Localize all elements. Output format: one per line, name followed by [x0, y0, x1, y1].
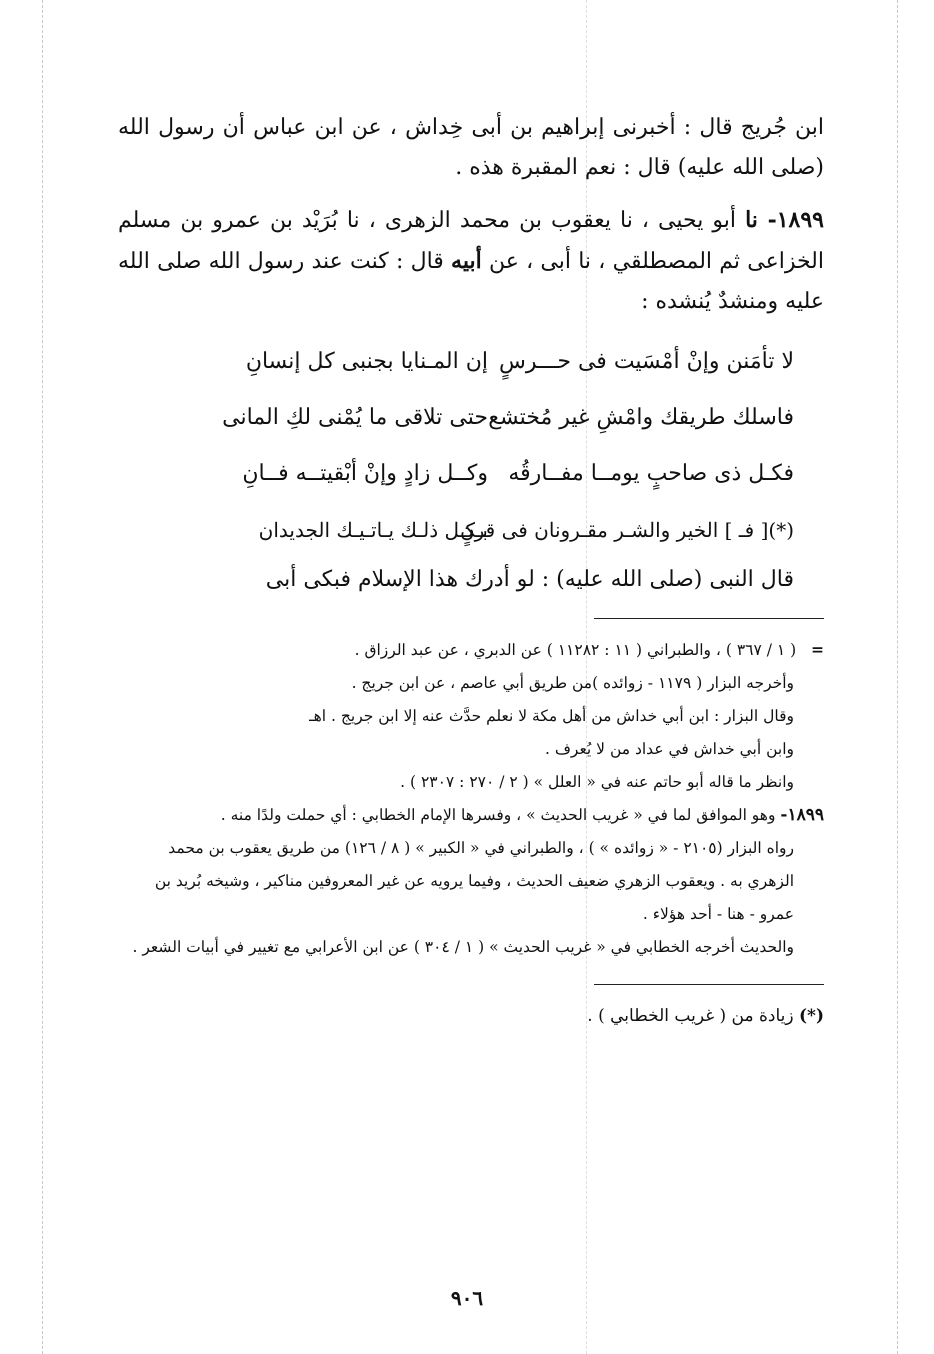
- footnote-line: وابن أبي خداش في عداد من لا يُعرف .: [544, 740, 794, 758]
- poem-verses: [118, 334, 824, 558]
- footnote-line: والحديث أخرجه الخطابي في « غريب الحديث » ( ١ / ٣٠٤ ) عن ابن الأعرابي مع تغيير في أبيات الشعر .: [132, 938, 794, 956]
- verse-second-hemistich: حتى تلاقى ما يُمْنى لكِ المانى: [222, 405, 488, 430]
- hadith-bold-word: أبيه: [451, 248, 482, 274]
- star-note-text: زيادة من ( غريب الخطابي ) .: [587, 1006, 800, 1026]
- verse-line: [118, 390, 794, 446]
- verse-line: [118, 502, 794, 558]
- after-verses-line: قال النبى (صلى الله عليه) : لو أدرك هذا الإسلام فبكى أبى: [265, 567, 794, 592]
- verse-first-hemistich: فاسلك طريقك وامْشِ غير مُختشع: [488, 405, 794, 430]
- verse-line: [118, 446, 794, 502]
- paragraph-ibn-jurayj: ابن جُريج قال : أخبرنى إبراهيم بن أبى خِداش ، عن ابن عباس أن رسول الله (صلى الله عليه) قال : نعم المقبرة هذه .: [118, 115, 824, 180]
- footnote-1899: [118, 799, 824, 832]
- page-number: ٩٠٦: [450, 1286, 484, 1310]
- hadith-number: ١٨٩٩- نا: [745, 207, 824, 233]
- verse-second-hemistich: بـكـل ذلـك يـاتـيـك الجديدان: [258, 518, 488, 542]
- star-note: [118, 1001, 824, 1031]
- continuation-marker: =: [811, 640, 824, 659]
- verse-first-hemistich: (*)[ فـ ] الخير والشـر مقـرونان فى قرنٍ: [459, 518, 794, 542]
- verse-second-hemistich: إن المـنايا بجنبى كل إنسانِ: [245, 349, 488, 374]
- footnotes: [118, 633, 824, 964]
- footnote-line: وقال البزار : ابن أبي خداش من أهل مكة لا نعلم حدَّث عنه إلا ابن جريج . اهـ: [309, 707, 794, 725]
- page-body: [118, 108, 824, 1031]
- verse-second-hemistich: وكــل زادٍ وإنْ أبْقيتــه فــانِ: [242, 461, 488, 486]
- footnote-line: وانظر ما قاله أبو حاتم عنه في « العلل » ( ٢ / ٢٧٠ : ٢٣٠٧ ) .: [400, 773, 794, 791]
- hadith-1899-paragraph: [118, 200, 824, 322]
- footnote-line: رواه البزار (٢١٠٥ - « زوائده » ) ، والطبراني في « الكبير » ( ٨ / ١٢٦) من طريق يعقوب بن محمد الزهري به . ويعقوب الزهري ضعيف الحديث ، وفيما يرويه عن غير المعروفين مناكير ، وشيخه بُريد بن عمرو - هنا - أحد هؤلاء .: [154, 839, 794, 923]
- footnote-separator: [594, 618, 824, 619]
- footnote-text: وهو الموافق لما في « غريب الحديث » ، وفسرها الإمام الخطابي : أي حملت ولدًا منه .: [220, 806, 781, 824]
- verse-line: [118, 334, 794, 390]
- footnote-line: [118, 633, 824, 667]
- verse-first-hemistich: فكـل ذى صاحبٍ يومــا مفــارقُه: [508, 461, 794, 486]
- footnote-line: وأخرجه البزار ( ١١٧٩ - زوائده )من طريق أبي عاصم ، عن ابن جريج .: [351, 674, 794, 692]
- verse-first-hemistich: لا تأمَنن وإنْ أمْسَيت فى حـــرسٍ: [499, 349, 794, 374]
- margin-guide-left: [42, 0, 43, 1354]
- footnote-number: ١٨٩٩-: [780, 805, 824, 825]
- margin-guide-right: [897, 0, 898, 1354]
- star-note-separator: [594, 984, 824, 985]
- hadith-text-a: أبو يحيى ، نا يعقوب بن محمد الزهرى ، نا بُرَيْد بن عمرو بن مسلم الخزاعى ثم المصطلقي ، نا أبى ، عن: [118, 208, 824, 274]
- footnote-text: ( ١ / ٣٦٧ ) ، والطبراني ( ١١ : ١١٢٨٢ ) عن الدبري ، عن عبد الرزاق .: [354, 641, 797, 659]
- star-marker: (*): [799, 1006, 824, 1026]
- hadith-text-b: قال : كنت عند رسول الله صلى الله عليه ومنشدٌ يُنشده :: [118, 249, 824, 314]
